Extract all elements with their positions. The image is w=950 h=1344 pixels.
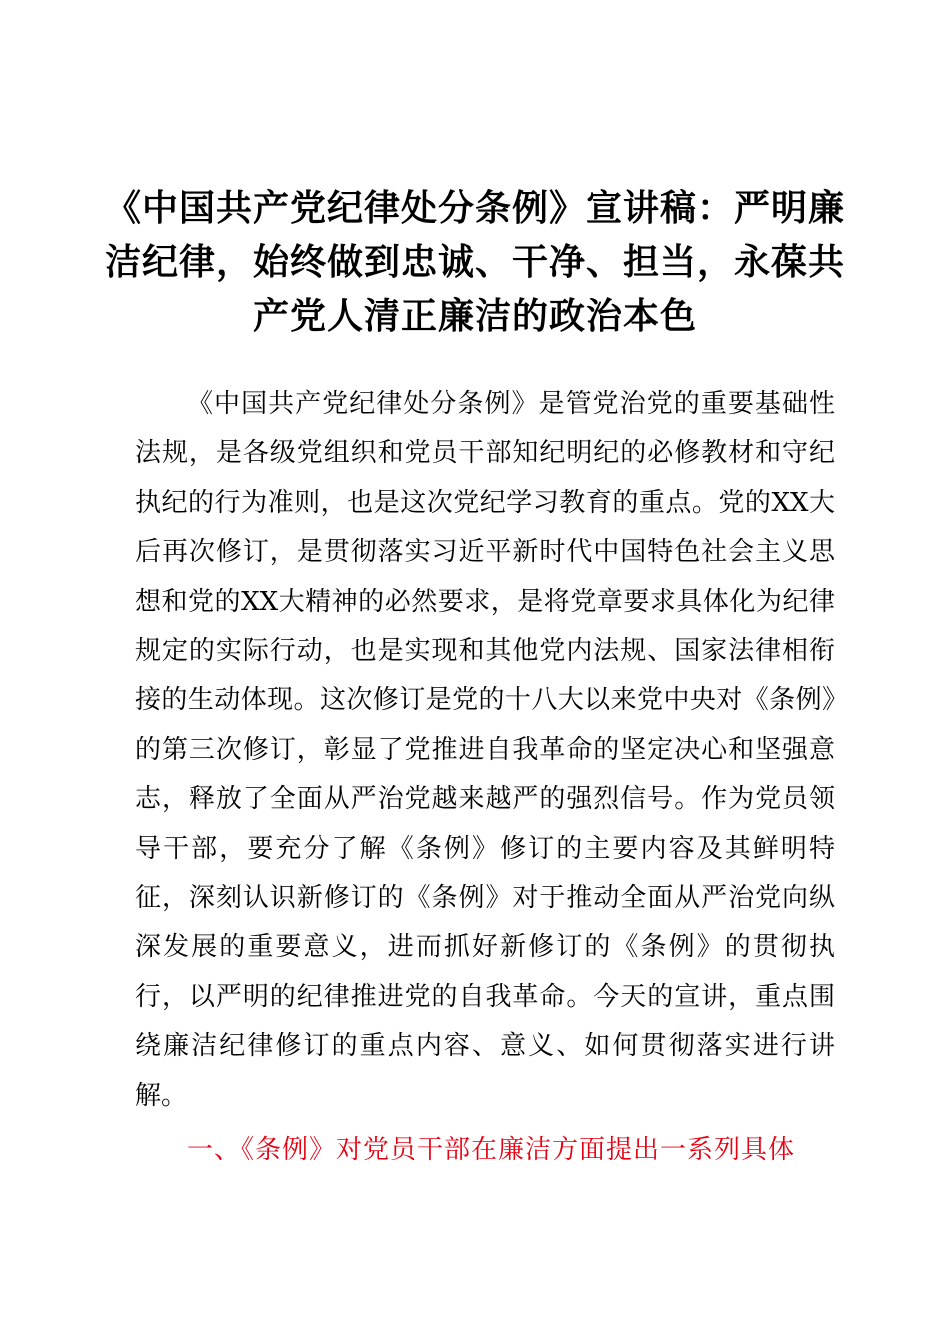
document-title: 《中国共产党纪律处分条例》宣讲稿：严明廉洁纪律，始终做到忠诚、干净、担当，永葆共产党人清正廉洁的政治本色	[104, 188, 845, 337]
body-paragraph: 《中国共产党纪律处分条例》是管党治党的重要基础性法规，是各级党组织和党员干部知纪明纪的必修教材和守纪执纪的行为准则，也是这次党纪学习教育的重点。党的XX大后再次修订，是贯彻落实习近平新时代中国特色社会主义思想和党的XX大精神的必然要求，是将党章要求具体化为纪律规定的实际行动，也是实现和其他党内法规、国家法律相衔接的生动体现。这次修订是党的十八大以来党中央对《条例》的第三次修订，彰显了党推进自我革命的坚定决心和坚强意志，释放了全面从严治党越来越严的强烈信号。作为党员领导干部，要充分了解《条例》修订的主要内容及其鲜明特征，深刻认识新修订的《条例》对于推动全面从严治党向纵深发展的重要意义，进而抓好新修订的《条例》的贯彻执行，以严明的纪律推进党的自我革命。今天的宣讲，重点围绕廉洁纪律修订的重点内容、意义、如何贯彻落实进行讲解。	[135, 389, 835, 1111]
section-heading: 一、《条例》对党员干部在廉洁方面提出一系列具体	[187, 1135, 796, 1165]
